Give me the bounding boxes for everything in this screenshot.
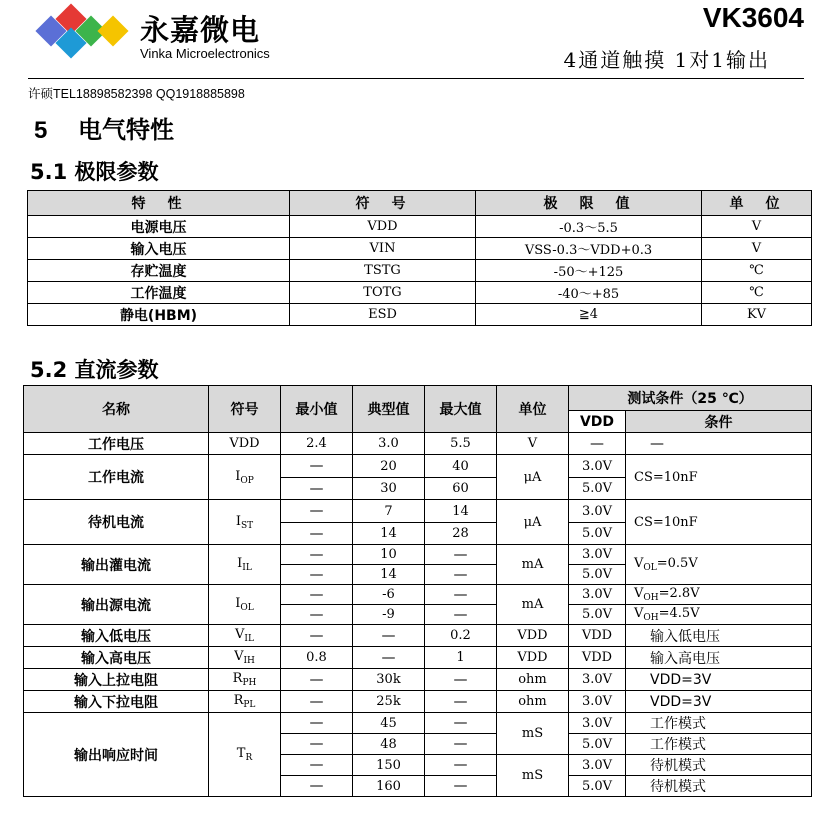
param-limit: ≧4 [476, 304, 702, 326]
param-max: 0.2 [425, 625, 497, 647]
cond-main: V [634, 606, 644, 621]
param-symbol [209, 625, 281, 647]
empty-dash: — [425, 565, 497, 585]
param-symbol: VDD [209, 433, 281, 455]
table-row [24, 455, 812, 478]
param-typ: 30 [353, 478, 425, 500]
symbol-sub: PH [242, 678, 257, 688]
param-unit: ℃ [702, 282, 812, 304]
param-name: 输出响应时间 [24, 713, 209, 797]
empty-dash: — [281, 565, 353, 585]
cond-main: V [634, 586, 644, 601]
brand-name-en: Vinka Microelectronics [140, 46, 270, 61]
column-header: 最小值 [281, 386, 353, 433]
param-name: 存贮温度 [28, 260, 290, 282]
test-vdd: VDD [569, 647, 626, 669]
param-typ: 3.0 [353, 433, 425, 455]
param-name: 输出源电流 [24, 585, 209, 625]
test-vdd: 3.0V [569, 755, 626, 776]
empty-dash: — [425, 605, 497, 625]
param-name: 输入上拉电阻 [24, 669, 209, 691]
param-max: 60 [425, 478, 497, 500]
column-header: 特 性 [28, 191, 290, 216]
param-typ: 25k [353, 691, 425, 713]
empty-dash: — [425, 545, 497, 565]
section-5-heading [34, 110, 174, 145]
cond-sub: OH [643, 593, 659, 603]
brand-name-cn: 永嘉微电 [140, 13, 261, 47]
test-vdd: VDD [569, 625, 626, 647]
param-name: 输入下拉电阻 [24, 691, 209, 713]
param-typ: 20 [353, 455, 425, 478]
param-unit: mA [497, 585, 569, 625]
column-header: 符号 [209, 386, 281, 433]
table-row [24, 669, 812, 691]
param-unit: VDD [497, 647, 569, 669]
test-condition: 输入高电压 [626, 647, 812, 669]
company-logo [36, 6, 270, 64]
symbol-sub: IL [242, 563, 252, 573]
symbol-sub: OP [240, 475, 254, 486]
empty-dash: — [425, 669, 497, 691]
param-symbol [209, 669, 281, 691]
empty-dash: — [425, 691, 497, 713]
empty-dash: — [281, 691, 353, 713]
param-typ: 7 [353, 500, 425, 523]
symbol-sub: R [245, 753, 253, 763]
param-unit: VDD [497, 625, 569, 647]
param-unit: μA [497, 500, 569, 545]
test-condition [626, 585, 812, 605]
symbol-main: R [232, 671, 243, 686]
empty-dash: — [281, 734, 353, 755]
param-name: 电源电压 [28, 216, 290, 238]
symbol-main: R [233, 693, 244, 708]
header-divider [28, 78, 804, 79]
symbol-sub: ST [240, 520, 254, 531]
symbol-sub: IH [243, 656, 255, 666]
empty-dash: — [353, 625, 425, 647]
cond-sub: OH [643, 613, 659, 623]
contact-line: 许硕TEL18898582398 QQ1918885898 [28, 87, 245, 101]
empty-dash: — [281, 455, 353, 478]
param-symbol [209, 585, 281, 625]
table-row [24, 500, 812, 523]
param-symbol [209, 500, 281, 545]
param-unit: ohm [497, 669, 569, 691]
param-name: 输出灌电流 [24, 545, 209, 585]
column-header: 极 限 值 [476, 191, 702, 216]
test-condition [626, 605, 812, 625]
param-max: 5.5 [425, 433, 497, 455]
param-name: 工作温度 [28, 282, 290, 304]
limits-table [27, 190, 812, 326]
param-unit: V [702, 216, 812, 238]
empty-dash: — [425, 755, 497, 776]
param-unit: mA [497, 545, 569, 585]
test-vdd: 3.0V [569, 455, 626, 478]
param-name: 工作电压 [24, 433, 209, 455]
table-row [24, 625, 812, 647]
symbol-main: I [237, 556, 243, 571]
param-min: 2.4 [281, 433, 353, 455]
column-header: 单位 [497, 386, 569, 433]
empty-dash: — [425, 585, 497, 605]
section-title: 电气特性 [78, 116, 174, 144]
param-typ: 10 [353, 545, 425, 565]
param-symbol: TOTG [290, 282, 476, 304]
product-subtitle: 4通道触摸 1对1输出 [563, 48, 770, 72]
test-condition: CS=10nF [626, 500, 812, 545]
param-max: 14 [425, 500, 497, 523]
test-condition: 待机模式 [626, 755, 812, 776]
symbol-main: T [236, 746, 246, 761]
symbol-sub: IL [244, 634, 254, 644]
empty-dash: — [281, 713, 353, 734]
empty-dash: — [626, 433, 812, 455]
test-vdd: 5.0V [569, 734, 626, 755]
param-name: 工作电流 [24, 455, 209, 500]
model-number: VK3604 [702, 2, 804, 33]
test-condition: 输入低电压 [626, 625, 812, 647]
test-vdd: 3.0V [569, 500, 626, 523]
empty-dash: — [281, 669, 353, 691]
param-name: 输入高电压 [24, 647, 209, 669]
cond-value: =0.5V [656, 556, 698, 571]
param-unit: μA [497, 455, 569, 500]
test-vdd: 5.0V [569, 478, 626, 500]
table-row [24, 691, 812, 713]
test-vdd: 5.0V [569, 565, 626, 585]
empty-dash: — [281, 478, 353, 500]
param-typ: 30k [353, 669, 425, 691]
logo-diamond-icon [97, 15, 128, 46]
table-row [24, 433, 812, 455]
dc-parameters-table [23, 385, 812, 797]
column-header: 典型值 [353, 386, 425, 433]
test-vdd: 3.0V [569, 585, 626, 605]
empty-dash: — [569, 433, 626, 455]
param-limit: -40～+85 [476, 282, 702, 304]
column-header: 条件 [626, 411, 812, 433]
param-unit: mS [497, 755, 569, 797]
section-number: 5 [34, 117, 48, 144]
param-typ: 48 [353, 734, 425, 755]
test-vdd: 5.0V [569, 605, 626, 625]
param-typ: 14 [353, 523, 425, 545]
param-unit: mS [497, 713, 569, 755]
param-unit: ℃ [702, 260, 812, 282]
empty-dash: — [281, 605, 353, 625]
test-vdd: 3.0V [569, 691, 626, 713]
symbol-main: V [234, 649, 244, 664]
param-typ: 150 [353, 755, 425, 776]
test-condition: 工作模式 [626, 734, 812, 755]
param-symbol [209, 713, 281, 797]
empty-dash: — [425, 713, 497, 734]
table-row [24, 713, 812, 734]
param-typ: -6 [353, 585, 425, 605]
empty-dash: — [281, 545, 353, 565]
test-vdd: 3.0V [569, 669, 626, 691]
cond-sub: OL [643, 563, 657, 573]
test-condition: 待机模式 [626, 776, 812, 797]
param-symbol: TSTG [290, 260, 476, 282]
table-row [28, 260, 812, 282]
symbol-main: I [235, 513, 241, 529]
param-unit: V [702, 238, 812, 260]
test-condition: 工作模式 [626, 713, 812, 734]
param-name: 待机电流 [24, 500, 209, 545]
empty-dash: — [425, 776, 497, 797]
test-vdd: 5.0V [569, 776, 626, 797]
test-condition [626, 545, 812, 585]
cond-value: =2.8V [658, 586, 700, 601]
param-name: 输入低电压 [24, 625, 209, 647]
param-unit: ohm [497, 691, 569, 713]
test-condition: VDD=3V [626, 669, 812, 691]
symbol-main: V [235, 627, 245, 642]
table-row [28, 304, 812, 326]
section-5-2-heading: 5.2 直流参数 [30, 358, 159, 382]
param-symbol: VIN [290, 238, 476, 260]
test-condition: VDD=3V [626, 691, 812, 713]
param-typ: 160 [353, 776, 425, 797]
empty-dash: — [281, 625, 353, 647]
column-header: 测试条件（25 ℃） [569, 386, 812, 411]
param-symbol [209, 545, 281, 585]
param-limit: -50～+125 [476, 260, 702, 282]
param-max: 1 [425, 647, 497, 669]
empty-dash: — [281, 585, 353, 605]
param-typ: 14 [353, 565, 425, 585]
test-vdd: 3.0V [569, 713, 626, 734]
param-max: 40 [425, 455, 497, 478]
column-header: 最大值 [425, 386, 497, 433]
table-row [24, 585, 812, 605]
empty-dash: — [425, 734, 497, 755]
param-unit: KV [702, 304, 812, 326]
param-typ: 45 [353, 713, 425, 734]
table-row [24, 545, 812, 565]
param-symbol: VDD [290, 216, 476, 238]
param-min: 0.8 [281, 647, 353, 669]
test-vdd: 3.0V [569, 545, 626, 565]
table-row [24, 647, 812, 669]
column-header: 符 号 [290, 191, 476, 216]
param-name: 静电(HBM) [28, 304, 290, 326]
param-typ: -9 [353, 605, 425, 625]
table-row [28, 238, 812, 260]
param-name: 输入电压 [28, 238, 290, 260]
param-symbol [209, 455, 281, 500]
param-symbol [209, 647, 281, 669]
cond-main: V [634, 556, 644, 571]
test-vdd: 5.0V [569, 523, 626, 545]
symbol-main: I [235, 596, 241, 611]
empty-dash: — [281, 755, 353, 776]
symbol-sub: OL [240, 603, 254, 613]
empty-dash: — [281, 523, 353, 545]
empty-dash: — [353, 647, 425, 669]
column-header: 单 位 [702, 191, 812, 216]
section-5-1-heading: 5.1 极限参数 [30, 160, 159, 184]
symbol-main: I [235, 468, 241, 484]
param-symbol [209, 691, 281, 713]
param-unit: V [497, 433, 569, 455]
table-header-row [28, 191, 812, 216]
table-header-row [24, 386, 812, 411]
cond-value: =4.5V [658, 606, 700, 621]
table-row [28, 216, 812, 238]
empty-dash: — [281, 776, 353, 797]
empty-dash: — [281, 500, 353, 523]
param-limit: -0.3～5.5 [476, 216, 702, 238]
param-max: 28 [425, 523, 497, 545]
column-header: 名称 [24, 386, 209, 433]
symbol-sub: PL [243, 700, 256, 710]
param-limit: VSS-0.3～VDD+0.3 [476, 238, 702, 260]
column-header: VDD [569, 411, 626, 433]
param-symbol: ESD [290, 304, 476, 326]
test-condition: CS=10nF [626, 455, 812, 500]
table-row [28, 282, 812, 304]
